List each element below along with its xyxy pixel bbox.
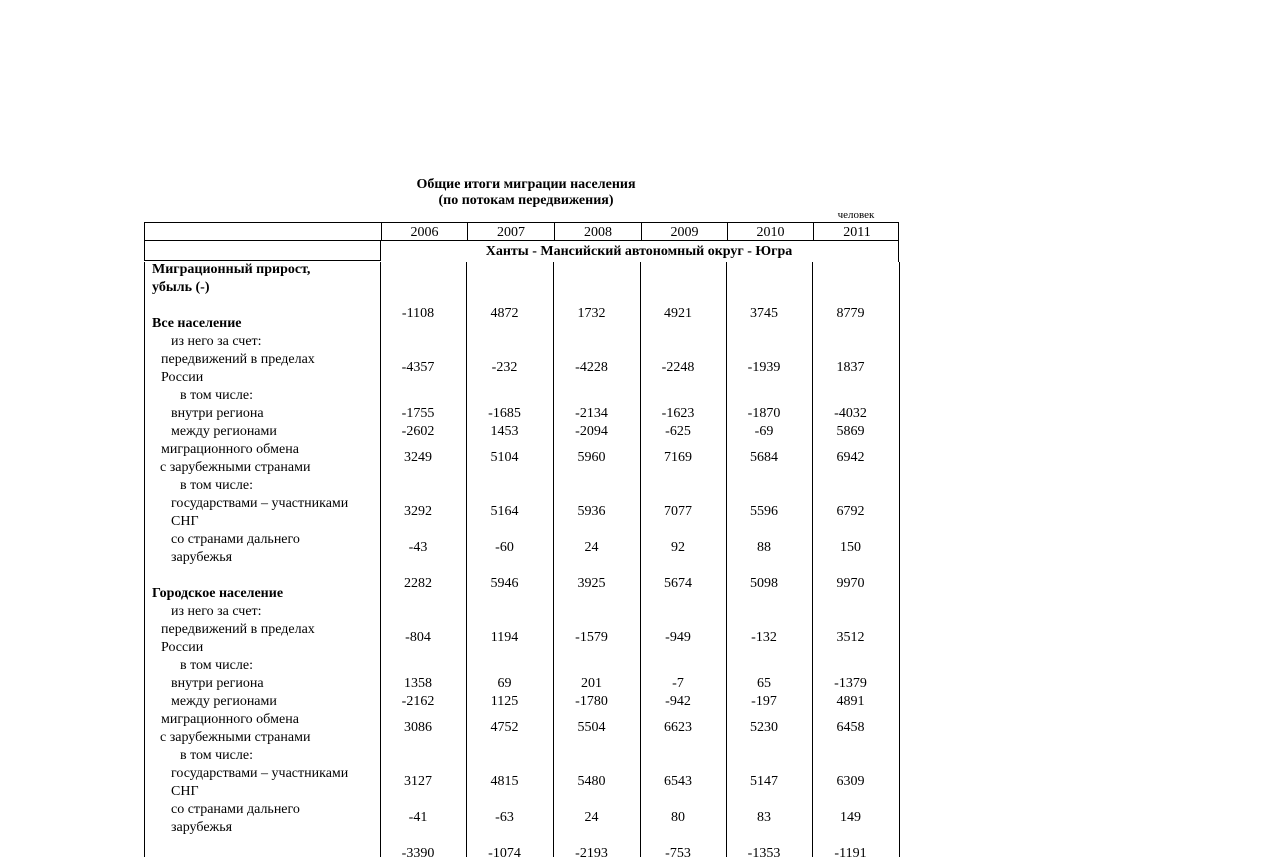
- year-header-2006: 2006: [381, 223, 467, 241]
- cell-value: 24: [584, 810, 599, 825]
- cell-value: -132: [751, 630, 777, 645]
- cell-value: 5946: [490, 576, 519, 591]
- cell-value: 3292: [404, 504, 432, 519]
- cell-value: -63: [495, 810, 514, 825]
- table-subtitle: (по потокам передвижения): [438, 193, 614, 208]
- cell-value: 149: [840, 810, 861, 825]
- cell-value: -804: [405, 630, 431, 645]
- cell-value: 6623: [664, 720, 692, 735]
- cell-value: 5869: [836, 424, 865, 439]
- row-label: с зарубежными странами: [160, 730, 311, 745]
- cell-value: 88: [757, 540, 771, 555]
- cell-value: 4872: [490, 306, 519, 321]
- column-rule: [466, 262, 467, 857]
- cell-value: 6942: [836, 450, 865, 465]
- cell-value: -753: [665, 846, 691, 861]
- cell-value: -41: [408, 810, 428, 825]
- row-label: со странами дальнего: [171, 532, 300, 547]
- cell-value: -197: [751, 694, 777, 709]
- cell-value: 6792: [836, 504, 865, 519]
- cell-value: 201: [581, 676, 602, 691]
- year-header-2011: 2011: [813, 223, 900, 241]
- cell-value: 4921: [664, 306, 692, 321]
- year-header-2010: 2010: [727, 223, 813, 241]
- row-label: в том числе:: [180, 388, 253, 403]
- cell-value: 5098: [750, 576, 778, 591]
- cell-value: -2162: [401, 694, 435, 709]
- row-label: из него за счет:: [171, 334, 262, 349]
- row-label: СНГ: [171, 784, 199, 799]
- cell-value: 4891: [836, 694, 865, 709]
- row-label: в том числе:: [180, 658, 253, 673]
- cell-value: 5104: [490, 450, 519, 465]
- cell-value: 5684: [750, 450, 778, 465]
- cell-value: -2134: [575, 406, 608, 421]
- cell-value: 5596: [750, 504, 778, 519]
- cell-value: -1074: [488, 846, 521, 861]
- cell-value: -3390: [401, 846, 435, 861]
- cell-value: -1379: [834, 676, 867, 691]
- cell-value: 5960: [577, 450, 606, 465]
- cell-value: 5480: [577, 774, 606, 789]
- cell-value: 5147: [750, 774, 778, 789]
- row-label: из него за счет:: [171, 604, 262, 619]
- row-label: зарубежья: [171, 550, 233, 565]
- cell-value: 83: [757, 810, 771, 825]
- cell-value: 6309: [836, 774, 865, 789]
- cell-value: 3512: [836, 630, 865, 645]
- cell-value: 1453: [490, 424, 519, 439]
- cell-value: 5164: [490, 504, 519, 519]
- cell-value: -625: [665, 424, 691, 439]
- cell-value: -1685: [488, 406, 521, 421]
- row-label: с зарубежными странами: [160, 460, 311, 475]
- row-label: в том числе:: [180, 478, 253, 493]
- cell-value: -1870: [747, 406, 781, 421]
- cell-value: -1623: [661, 406, 695, 421]
- cell-value: 7077: [664, 504, 692, 519]
- row-label: миграционного обмена: [161, 442, 299, 457]
- cell-value: -1579: [575, 630, 608, 645]
- row-label: миграционного обмена: [161, 712, 299, 727]
- cell-value: 7169: [664, 450, 692, 465]
- section-header-line: Миграционный прирост,: [152, 262, 311, 277]
- row-label: зарубежья: [171, 820, 233, 835]
- cell-value: 92: [671, 540, 685, 555]
- row-label: со странами дальнего: [171, 802, 300, 817]
- row-label: передвижений в пределах: [161, 352, 315, 367]
- cell-value: 1358: [404, 676, 432, 691]
- year-header-2007: 2007: [467, 223, 554, 241]
- cell-value: -2602: [401, 424, 435, 439]
- row-label: внутри региона: [171, 406, 264, 421]
- row-label: Все население: [152, 316, 242, 331]
- row-label: России: [161, 370, 204, 385]
- cell-value: 5504: [577, 720, 606, 735]
- column-rule: [640, 262, 641, 857]
- cell-value: 8779: [836, 306, 865, 321]
- cell-value: 3127: [404, 774, 432, 789]
- cell-value: 4815: [490, 774, 519, 789]
- column-rule: [812, 262, 813, 857]
- region-label: Ханты - Мансийский автономный округ - Югра: [380, 241, 899, 262]
- cell-value: -1108: [401, 306, 435, 321]
- cell-value: 69: [497, 676, 512, 691]
- region-blank-cell: [144, 241, 381, 261]
- column-rule: [726, 262, 727, 857]
- cell-value: -4032: [834, 406, 867, 421]
- cell-value: 6543: [664, 774, 692, 789]
- cell-value: 5230: [750, 720, 778, 735]
- cell-value: 5674: [664, 576, 692, 591]
- year-header-2008: 2008: [554, 223, 641, 241]
- year-header-row: [144, 222, 899, 241]
- cell-value: 1194: [490, 630, 519, 645]
- cell-value: 24: [584, 540, 599, 555]
- cell-value: -4228: [575, 360, 608, 375]
- cell-value: -69: [754, 424, 774, 439]
- cell-value: -4357: [401, 360, 435, 375]
- cell-value: -1191: [834, 846, 867, 861]
- column-rule: [553, 262, 554, 857]
- cell-value: -232: [491, 360, 518, 375]
- cell-value: 4752: [490, 720, 519, 735]
- row-label: передвижений в пределах: [161, 622, 315, 637]
- cell-value: -1353: [747, 846, 781, 861]
- cell-value: 1732: [577, 306, 606, 321]
- column-rule: [899, 262, 900, 857]
- cell-value: -1939: [747, 360, 781, 375]
- year-header-2009: 2009: [641, 223, 727, 241]
- cell-value: 2282: [404, 576, 432, 591]
- row-label: между регионами: [171, 424, 277, 439]
- row-label: России: [161, 640, 204, 655]
- cell-value: 3925: [577, 576, 606, 591]
- cell-value: -2248: [661, 360, 695, 375]
- cell-value: -949: [665, 630, 691, 645]
- cell-value: -7: [672, 676, 684, 691]
- cell-value: 9970: [836, 576, 865, 591]
- cell-value: 3249: [404, 450, 432, 465]
- cell-value: 6458: [836, 720, 865, 735]
- unit-label: человек: [837, 209, 875, 221]
- region-row: [144, 241, 899, 262]
- row-label: Городское население: [152, 586, 284, 601]
- cell-value: -942: [665, 694, 691, 709]
- column-rule: [380, 262, 381, 857]
- table-title: Общие итоги миграции населения: [416, 177, 636, 192]
- cell-value: -2193: [575, 846, 608, 861]
- cell-value: -43: [408, 540, 428, 555]
- row-label: в том числе:: [180, 748, 253, 763]
- row-label: СНГ: [171, 514, 199, 529]
- row-label: государствами – участниками: [171, 766, 349, 781]
- cell-value: 80: [671, 810, 685, 825]
- cell-value: -1780: [575, 694, 608, 709]
- row-label: государствами – участниками: [171, 496, 349, 511]
- column-rule: [144, 262, 145, 857]
- section-header-line: убыль (-): [152, 280, 210, 295]
- cell-value: -60: [495, 540, 514, 555]
- cell-value: 3745: [750, 306, 778, 321]
- cell-value: 65: [757, 676, 771, 691]
- cell-value: -1755: [401, 406, 435, 421]
- cell-value: 5936: [577, 504, 606, 519]
- cell-value: 1837: [836, 360, 865, 375]
- cell-value: 1125: [490, 694, 519, 709]
- cell-value: 3086: [404, 720, 432, 735]
- cell-value: 150: [840, 540, 861, 555]
- row-label: между регионами: [171, 694, 277, 709]
- row-label: внутри региона: [171, 676, 264, 691]
- cell-value: -2094: [575, 424, 608, 439]
